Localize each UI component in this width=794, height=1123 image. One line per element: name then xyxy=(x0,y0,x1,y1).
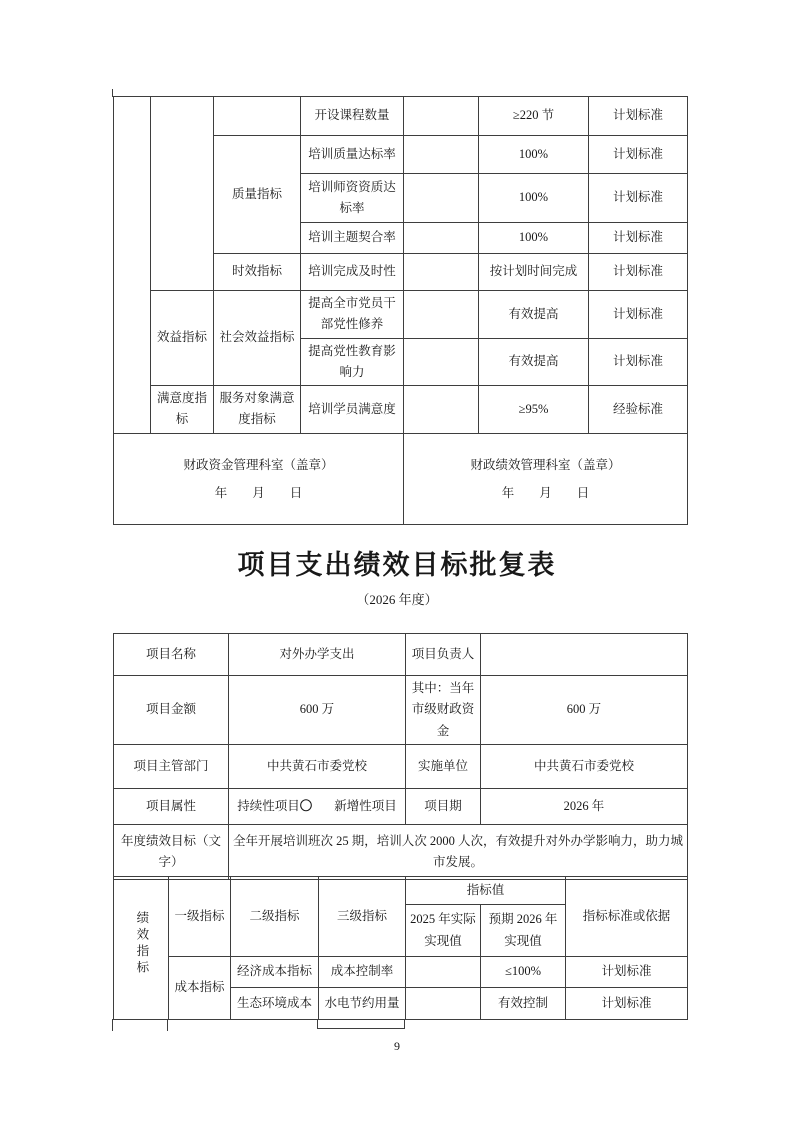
t1-benefit-ind1: 效益指标 xyxy=(151,291,214,386)
level3-indicator-header: 三级指标 xyxy=(319,877,406,957)
t1-r3-target-value: 100% xyxy=(479,174,589,223)
t1-r7-standard: 计划标准 xyxy=(589,338,688,386)
t1-r8-standard: 经验标准 xyxy=(589,386,688,434)
utility-saving-lv3: 水电节约用量 xyxy=(319,988,406,1020)
t1-r8-target-value: ≥95% xyxy=(479,386,589,434)
t1-r2-standard: 计划标准 xyxy=(589,136,688,174)
t1-r3-actual-empty xyxy=(404,174,479,223)
t1-r6-standard: 计划标准 xyxy=(589,291,688,339)
t1-r4-standard: 计划标准 xyxy=(589,223,688,254)
t1-satisfaction-ind1: 满意度指标 xyxy=(151,386,214,434)
level2-indicator-header: 二级指标 xyxy=(231,877,319,957)
t1-r2-actual-empty xyxy=(404,136,479,174)
actual-2025-header: 2025 年实际实现值 xyxy=(406,905,481,957)
project-amount-value: 600 万 xyxy=(229,676,406,745)
competent-department-value: 中共黄石市委党校 xyxy=(229,744,406,788)
project-amount-label: 项目金额 xyxy=(114,676,229,745)
performance-indicator-side-header xyxy=(114,877,169,1020)
annual-performance-goal-content: 全年开展培训班次 25 期，培训人次 2000 人次，有效提升对外办学影响力，助力城市发展。 xyxy=(229,824,688,879)
t1-r3-standard: 计划标准 xyxy=(589,174,688,223)
t1-cut-level1-cell xyxy=(151,97,214,291)
table-project-info xyxy=(113,633,688,880)
t1-r1-level2-empty xyxy=(214,97,301,136)
table-cut-stub xyxy=(167,1019,168,1031)
cost-control-expected: ≤100% xyxy=(481,957,566,988)
economic-cost-lv2: 经济成本指标 xyxy=(231,957,319,988)
table-cut-stub xyxy=(112,1019,113,1031)
indicator-value-group-header: 指标值 xyxy=(406,877,566,905)
t1-r7-ind3: 提高党性教育影响力 xyxy=(301,338,404,386)
project-period-value: 2026 年 xyxy=(481,788,688,824)
t1-r8-ind3: 培训学员满意度 xyxy=(301,386,404,434)
annual-performance-goal-label: 年度绩效目标（文字） xyxy=(114,824,229,879)
table-cut-stub xyxy=(112,89,113,97)
t1-r4-actual-empty xyxy=(404,223,479,254)
t1-r4-ind3: 培训主题契合率 xyxy=(301,223,404,254)
t1-r1-target-value: ≥220 节 xyxy=(479,97,589,136)
table-cut-stub xyxy=(317,1028,405,1029)
project-attribute-value xyxy=(229,788,406,824)
cost-control-rate-lv3: 成本控制率 xyxy=(319,957,406,988)
t1-r2-ind3: 培训质量达标率 xyxy=(301,136,404,174)
t1-r6-target-value: 有效提高 xyxy=(479,291,589,339)
t1-r8-actual-empty xyxy=(404,386,479,434)
cost-control-actual-empty xyxy=(406,957,481,988)
t1-r4-target-value: 100% xyxy=(479,223,589,254)
implementing-unit-value: 中共黄石市委党校 xyxy=(481,744,688,788)
t1-r5-standard: 计划标准 xyxy=(589,254,688,291)
utility-saving-actual-empty xyxy=(406,988,481,1020)
page-number: 9 xyxy=(394,1039,400,1053)
project-name-label: 项目名称 xyxy=(114,634,229,676)
t1-r6-ind3: 提高全市党员干部党性修养 xyxy=(301,291,404,339)
cost-indicator-lv1: 成本指标 xyxy=(169,957,231,1020)
signature-title-performance-office: 财政绩效管理科室（盖章） xyxy=(470,457,621,472)
competent-department-label: 项目主管部门 xyxy=(114,744,229,788)
project-leader-label: 项目负责人 xyxy=(406,634,481,676)
implementing-unit-label: 实施单位 xyxy=(406,744,481,788)
project-period-label: 项目期 xyxy=(406,788,481,824)
utility-saving-standard: 计划标准 xyxy=(566,988,688,1020)
attr-new-project-label: 新增性项目 xyxy=(334,798,397,813)
t1-r3-ind3: 培训师资资质达标率 xyxy=(301,174,404,223)
t1-r7-target-value: 有效提高 xyxy=(479,338,589,386)
performance-indicator-vertical-label: 绩效指标 xyxy=(134,911,149,978)
t1-r5-actual-empty xyxy=(404,254,479,291)
t1-r1-ind3: 开设课程数量 xyxy=(301,97,404,136)
signature-title-funds-office: 财政资金管理科室（盖章） xyxy=(183,457,334,472)
table-performance-indicator-grid xyxy=(113,876,688,1020)
signature-date-performance-office: 年 月 日 xyxy=(501,485,590,500)
t1-r7-actual-empty xyxy=(404,338,479,386)
project-leader-value xyxy=(481,634,688,676)
cost-control-standard: 计划标准 xyxy=(566,957,688,988)
t1-r6-actual-empty xyxy=(404,291,479,339)
signature-block-funds-office xyxy=(114,433,404,524)
level1-indicator-header: 一级指标 xyxy=(169,877,231,957)
t1-r5-target-value: 按计划时间完成 xyxy=(479,254,589,291)
t1-r2-target-value: 100% xyxy=(479,136,589,174)
t1-satisfaction-ind2: 服务对象满意度指标 xyxy=(214,386,301,434)
table-indicators-continued xyxy=(113,96,688,525)
t1-r5-ind3: 培训完成及时性 xyxy=(301,254,404,291)
t1-r1-standard: 计划标准 xyxy=(589,97,688,136)
signature-block-performance-office xyxy=(404,433,688,524)
project-name-value: 对外办学支出 xyxy=(229,634,406,676)
indicator-standard-header: 指标标准或依据 xyxy=(566,877,688,957)
city-fiscal-funds-value: 600 万 xyxy=(481,676,688,745)
t1-quality-ind2: 质量指标 xyxy=(214,136,301,254)
eco-environment-cost-lv2: 生态环境成本 xyxy=(231,988,319,1020)
expected-2026-header: 预期 2026 年实现值 xyxy=(481,905,566,957)
t1-timeliness-ind2: 时效指标 xyxy=(214,254,301,291)
selected-circle-mark: 〇 xyxy=(299,798,313,813)
signature-date-funds-office: 年 月 日 xyxy=(214,485,303,500)
t1-social-benefit-ind2: 社会效益指标 xyxy=(214,291,301,386)
utility-saving-expected: 有效控制 xyxy=(481,988,566,1020)
page-title: 项目支出绩效目标批复表 xyxy=(237,550,557,580)
city-fiscal-funds-label: 其中：当年市级财政资金 xyxy=(406,676,481,745)
attr-continuing-project-label: 持续性项目 xyxy=(237,798,300,813)
t1-r1-actual-empty xyxy=(404,97,479,136)
t1-cut-side-cell xyxy=(114,97,151,434)
page-subtitle: （2026 年度） xyxy=(356,592,438,607)
project-attribute-label: 项目属性 xyxy=(114,788,229,824)
